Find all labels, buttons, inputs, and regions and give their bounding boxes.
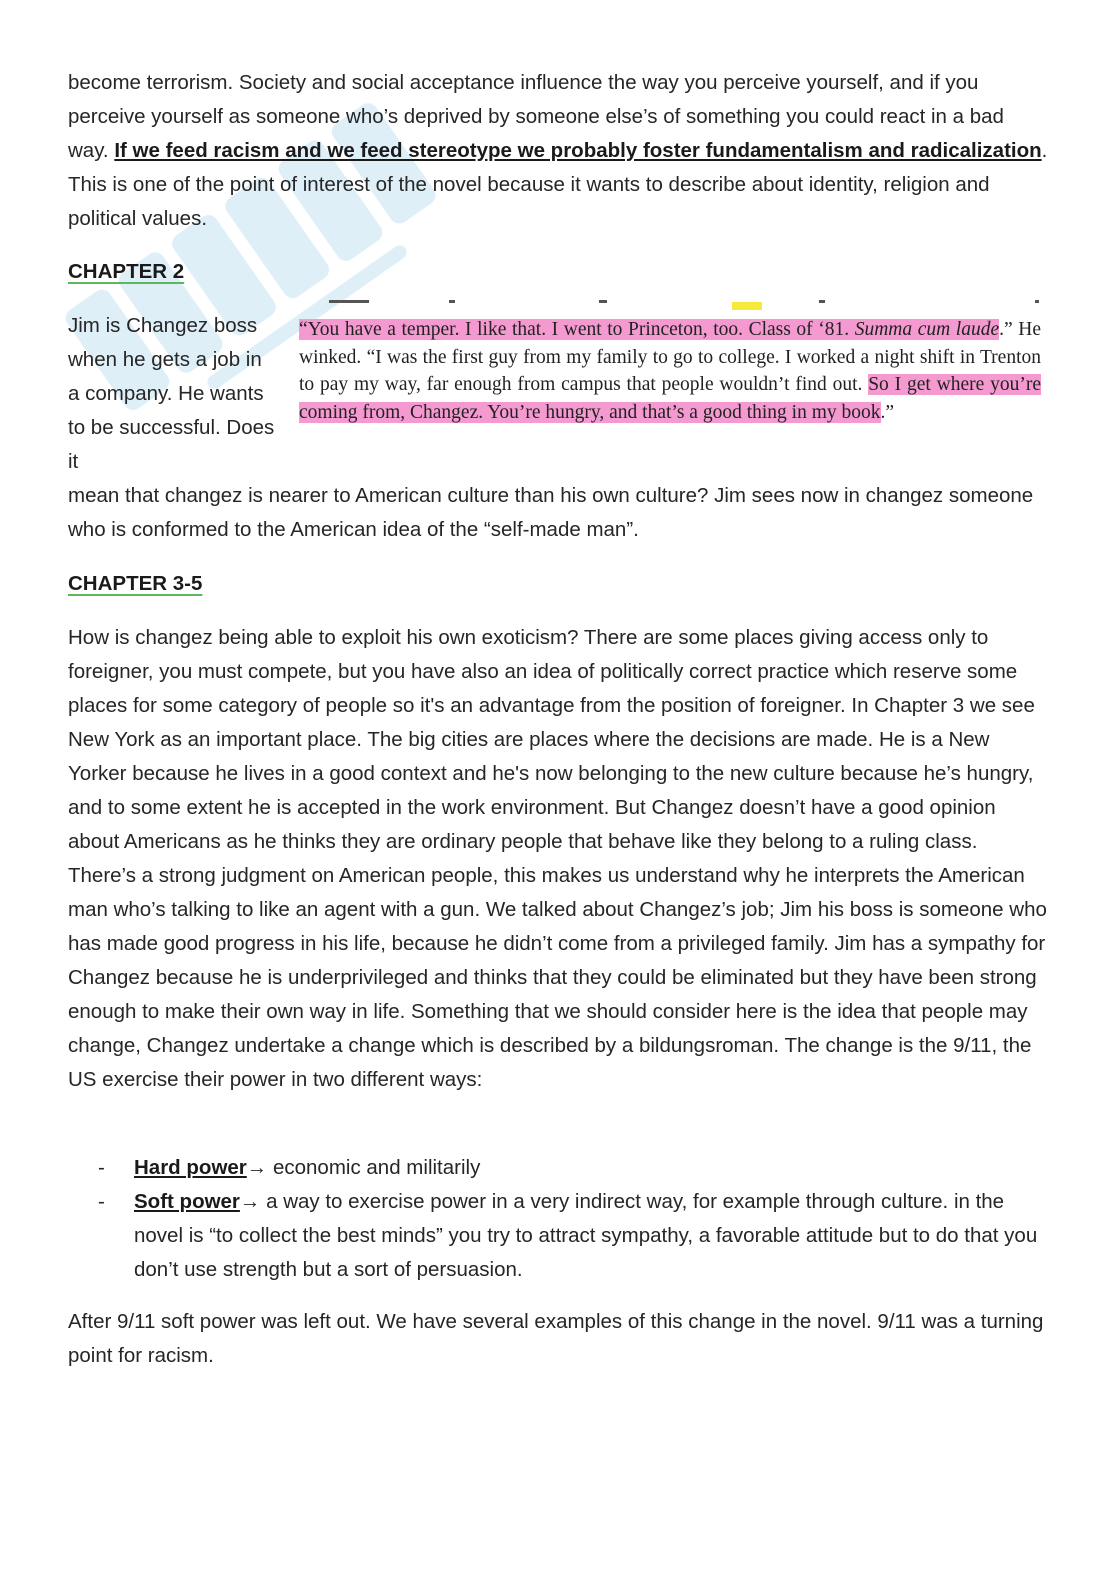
cropped-text-fragment [299, 300, 1041, 310]
list-dash: - [98, 1156, 105, 1179]
quote-end: .” [880, 401, 895, 423]
closing-paragraph: After 9/11 soft power was left out. We have several examples of this change in the novel. 9/11 was a turning point for racism. [68, 1310, 1044, 1367]
intro-bold-statement: If we feed racism and we feed stereotype we probably foster fundamentalism and radicalization [114, 139, 1042, 162]
intro-text: become terrorism. Society and social acceptance influence the way you perceive yourself, and if you perceive yourself as someone who’s deprived by someone else’s of something you could react in a bad way. [68, 71, 1004, 162]
chapter-3-5-body: How is changez being able to exploit his own exoticism? There are some places giving access only to foreigner, you must compete, but you have also an idea of politically correct practice which reserve some places for some category of people so it's an advantage from the position of foreigner. In Chapter 3 we see New York as an important place. The big cities are places where the decisions are made. He is a New Yorker because he lives in a good context and he's now belonging to the new culture because he’s hungry, and to some extent he is accepted in the work environment. But Changez doesn’t have a good opinion about Americans as he thinks they are ordinary people that behave like they belong to a ruling class. There’s a strong judgment on American people, this makes us understand why he interprets the American man who’s talking to like an agent with a gun. We talked about Changez’s job; Jim his boss is someone who has made good progress in his life, because he didn’t come from a privileged family. Jim has a sympathy for Changez because he is underprivileged and thinks that they could be eliminated but they have been strong enough to make their own way in life. Something that we should consider here is the idea that people may change, Changez undertake a change which is described by a bildungsroman. The change is the 9/11, the US exercise their power in two different ways: [68, 626, 1047, 1091]
chapter-3-5-heading: CHAPTER 3-5 [68, 572, 203, 595]
arrow-icon: → [239, 1190, 261, 1213]
book-quote [299, 316, 1041, 426]
list-item [68, 1185, 1058, 1287]
quote-middle: .” He winked. “I was the first guy from my family to go to college. I worked a night shift in Trenton to pay my way, far enough from campus that people wouldn’t find out. [299, 319, 1041, 395]
list-dash: - [98, 1190, 105, 1213]
list-term-hard-power: Hard power [134, 1156, 247, 1179]
arrow-icon: → [246, 1156, 268, 1179]
chapter-2-continuation: mean that changez is nearer to American culture than his own culture? Jim sees now in changez someone who is conformed to the American idea of the “self-made man”. [68, 484, 1034, 541]
quote-highlight-2: So I get where you’re coming from, Changez. You’re hungry, and that’s a good thing in my book [299, 374, 1041, 423]
chapter-2-heading: CHAPTER 2 [68, 260, 185, 283]
list-term-soft-power: Soft power [134, 1190, 240, 1213]
intro-paragraph [68, 66, 1048, 236]
quote-highlight-1: “You have a temper. I like that. I went to Princeton, too. Class of ‘81. [299, 319, 855, 340]
yellow-highlight-fragment [732, 302, 762, 310]
power-list [68, 1151, 1058, 1287]
list-item [68, 1151, 1058, 1185]
list-description: a way to exercise power in a very indirect way, for example through culture. in the novel is “to collect the best minds” you try to attract sympathy, a favorable attitude but to do that you don’t use strength but a sort of persuasion. [134, 1190, 1038, 1281]
intro-text-end: . This is one of the point of interest of the novel because it wants to describe about identity, religion and political values. [68, 139, 1048, 230]
quote-italic: Summa cum laude [854, 319, 1000, 340]
list-description: economic and militarily [267, 1156, 481, 1179]
chapter-2-side-text: Jim is Changez boss when he gets a job in a company. He wants to be successful. Does it [68, 314, 275, 473]
